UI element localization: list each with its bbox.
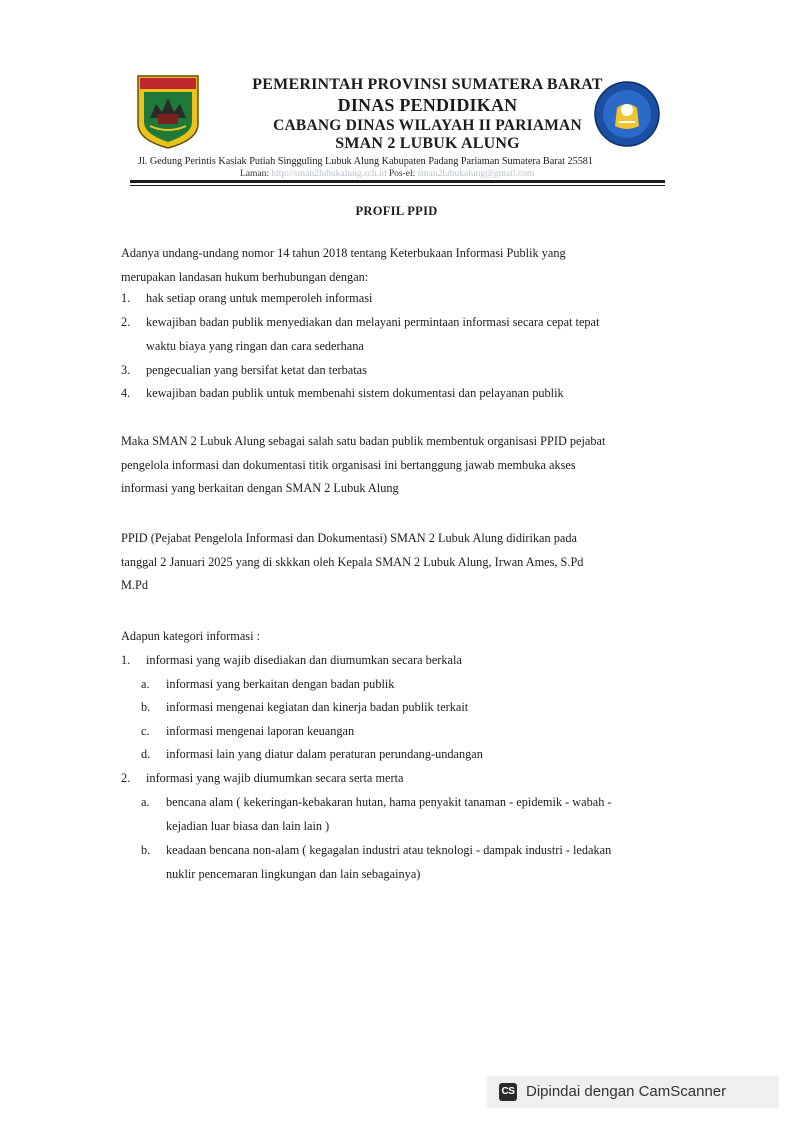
- intro-line: merupakan landasan hukum berhubungan dengan:: [121, 269, 369, 284]
- letterhead-address: Jl. Gedung Perintis Kasiak Putiah Singguling Lubuk Alung Kabupaten Padang Pariaman Sumatera Barat 25581: [138, 156, 593, 167]
- paragraph-ppid-established: [121, 527, 661, 598]
- list-text: kewajiban badan publik untuk membenahi sistem dokumentasi dan pelayanan publik: [146, 386, 564, 400]
- letterhead-line-2: DINAS PENDIDIKAN: [337, 95, 518, 115]
- category-label: informasi yang wajib disediakan dan diumumkan secara berkala: [146, 653, 462, 667]
- email-link[interactable]: sman2lubukalung@gmail.com: [417, 169, 535, 179]
- category-label: informasi yang wajib diumumkan secara serta merta: [146, 771, 404, 785]
- subcategory-letter: b.: [141, 843, 151, 857]
- subcategory-letter: c.: [141, 724, 150, 738]
- list-text: kewajiban badan publik menyediakan dan melayani permintaan informasi secara cepat tepat: [146, 315, 600, 329]
- camscanner-icon: CS: [499, 1083, 517, 1101]
- categories-heading: [121, 625, 661, 649]
- subcategory-letter: d.: [141, 747, 151, 761]
- letterhead: [130, 68, 665, 188]
- paragraph-line: PPID (Pejabat Pengelola Informasi dan Dokumentasi) SMAN 2 Lubuk Alung didirikan pada: [121, 531, 577, 545]
- category-number: 2.: [121, 771, 131, 785]
- subcategory-text: informasi mengenai laporan keuangan: [166, 724, 355, 738]
- camscanner-watermark: [487, 1076, 779, 1108]
- subcategory-letter: a.: [141, 795, 150, 809]
- paragraph-line: M.Pd: [121, 578, 148, 592]
- subcategory-text: nuklir pencemaran lingkungan dan lain sebagainya): [166, 867, 421, 881]
- document-title: PROFIL PPID: [355, 204, 438, 218]
- subcategory-text: keadaan bencana non-alam ( kegagalan industri atau teknologi - dampak industri - ledakan: [166, 843, 612, 857]
- subcategory-text: kejadian luar biasa dan lain lain ): [166, 819, 330, 833]
- list-number: 3.: [121, 363, 131, 377]
- letterhead-line-3: CABANG DINAS WILAYAH II PARIAMAN: [273, 117, 582, 134]
- subcategory-text: informasi mengenai kegiatan dan kinerja badan publik terkait: [166, 700, 469, 714]
- letterhead-rule-thick: [130, 180, 665, 183]
- list-text: waktu biaya yang ringan dan cara sederhana: [146, 339, 364, 353]
- camscanner-text: Dipindai dengan CamScanner: [526, 1083, 727, 1100]
- intro-line: Adanya undang-undang nomor 14 tahun 2018 tentang Keterbukaan Informasi Publik yang: [121, 246, 566, 260]
- letterhead-line-1: PEMERINTAH PROVINSI SUMATERA BARAT: [252, 76, 603, 93]
- paragraph-ppid-formation: [121, 430, 661, 501]
- paragraph-line: informasi yang berkaitan dengan SMAN 2 Lubuk Alung: [121, 481, 399, 495]
- letterhead-line-4: SMAN 2 LUBUK ALUNG: [335, 135, 520, 152]
- list-number: 1.: [121, 291, 131, 305]
- category-number: 1.: [121, 653, 131, 667]
- web-link[interactable]: http://sman2lubukalung.sch.id: [271, 169, 387, 179]
- paragraph-line: pengelola informasi dan dokumentasi titik organisasi ini bertanggung jawab membuka akses: [121, 457, 576, 472]
- subcategory-text: informasi yang berkaitan dengan badan publik: [166, 677, 395, 691]
- subcategory-letter: a.: [141, 677, 150, 691]
- paragraph-line: tanggal 2 Januari 2025 yang di skkkan oleh Kepala SMAN 2 Lubuk Alung, Irwan Ames, S.Pd: [121, 554, 584, 569]
- list-text: hak setiap orang untuk memperoleh informasi: [146, 291, 373, 305]
- paragraph-line: Maka SMAN 2 Lubuk Alung sebagai salah satu badan publik membentuk organisasi PPID pejabat: [121, 434, 606, 448]
- list-number: 4.: [121, 386, 131, 400]
- subcategory-text: bencana alam ( kekeringan-kebakaran hutan, hama penyakit tanaman - epidemik - wabah -: [166, 795, 612, 809]
- letterhead-contact: [240, 169, 534, 179]
- list-number: 2.: [121, 315, 131, 329]
- list-text: pengecualian yang bersifat ketat dan terbatas: [146, 363, 367, 377]
- categories-heading-text: Adapun kategori informasi :: [121, 629, 260, 643]
- email-label: Pos-el:: [388, 169, 416, 179]
- letterhead-rule-thin: [130, 185, 665, 186]
- subcategory-text: informasi lain yang diatur dalam peraturan perundang-undangan: [166, 747, 483, 761]
- tut-wuri-handayani-logo: [593, 80, 661, 148]
- web-label: Laman:: [240, 169, 270, 179]
- subcategory-letter: b.: [141, 700, 151, 714]
- intro-paragraph: [121, 242, 661, 289]
